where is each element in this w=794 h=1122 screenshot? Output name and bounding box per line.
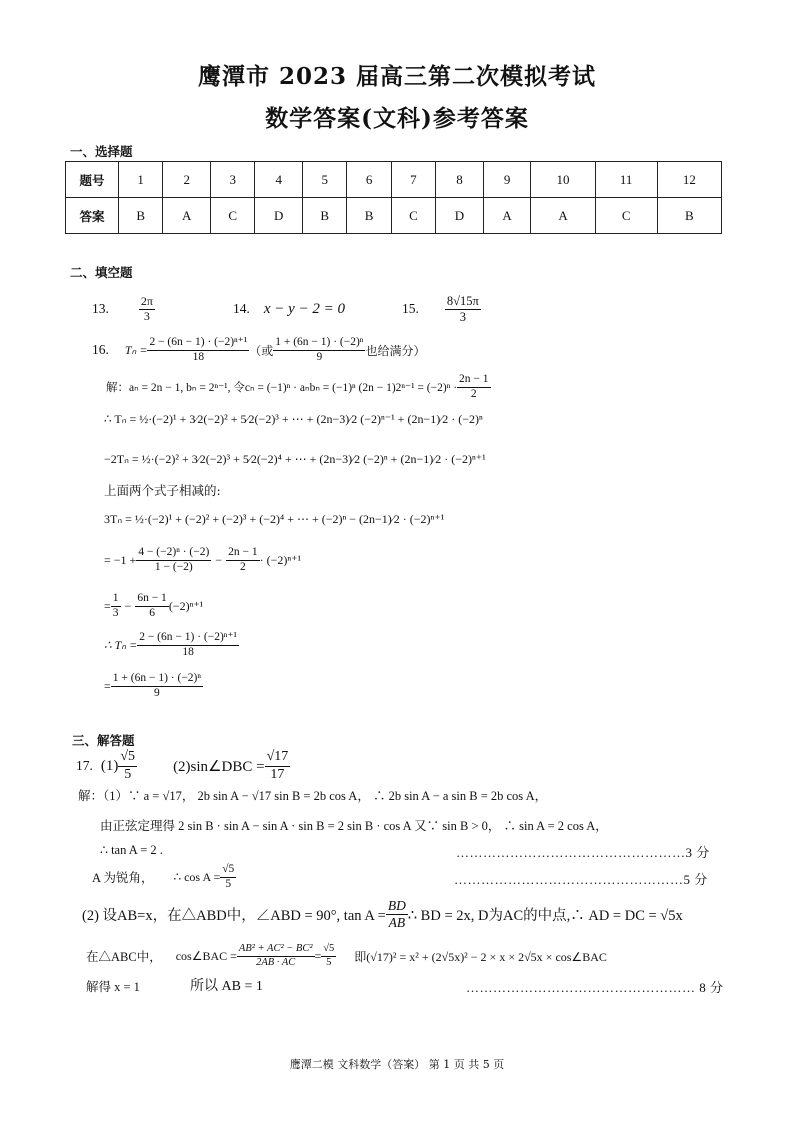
solution-text: A 为锐角，: [92, 871, 154, 885]
diff-line-2: [104, 540, 301, 580]
fraction: [445, 294, 481, 324]
page-subtitle: 数学答案(文科)参考答案: [265, 105, 529, 132]
answer-table: [65, 161, 722, 234]
question-label: 14.: [233, 301, 250, 316]
solution-line: [106, 370, 491, 404]
fraction-denominator: 2AB · AC: [256, 956, 296, 968]
fraction: [118, 749, 137, 782]
section-heading-choice: 一、选择题: [70, 144, 133, 159]
question-number: 12: [657, 162, 721, 198]
answer-cell: C: [391, 198, 435, 234]
formula-part: −: [124, 598, 132, 613]
equation: x − y − 2 = 0: [263, 300, 346, 317]
fraction: [137, 631, 239, 658]
alt-open: （或: [249, 343, 274, 358]
question-number: 1: [119, 162, 163, 198]
question-number: 2: [163, 162, 211, 198]
fraction-denominator: 2: [239, 560, 246, 573]
fraction-numerator: AB² + AC² − BC²: [237, 943, 315, 956]
fraction-numerator: 1: [111, 592, 121, 606]
fraction-denominator: 9: [316, 350, 323, 363]
solution-text: cos∠BAC =: [175, 948, 237, 963]
question-number: 7: [391, 162, 435, 198]
row-header-answer: 答案: [66, 198, 119, 234]
solution-line-6: [86, 938, 607, 974]
score-marker: ……………………………………………3 分: [456, 845, 710, 860]
row-header-number: 题号: [66, 162, 119, 198]
answer-cell: B: [303, 198, 347, 234]
answer-cell: A: [163, 198, 211, 234]
fraction: [135, 592, 169, 619]
question-number: 6: [347, 162, 391, 198]
fraction: [321, 943, 336, 968]
fraction-numerator: √5: [118, 749, 137, 766]
fraction-denominator: 18: [192, 350, 205, 363]
fraction-denominator: 1 − (−2): [154, 560, 193, 573]
fraction: [273, 336, 365, 363]
question-label: 16.: [92, 342, 109, 357]
formula-part: = −1 +: [104, 552, 137, 567]
fraction-numerator: √5: [220, 863, 236, 877]
fraction: [136, 546, 211, 573]
fraction-numerator: 2 − (6n − 1) · (−2)ⁿ⁺¹: [137, 631, 239, 645]
fraction-numerator: BD: [387, 897, 406, 913]
fraction-denominator: 18: [182, 645, 194, 658]
score-marker: ……………………………………………5 分: [454, 872, 708, 887]
solution-line-2: 由正弦定理得 2 sin B · sin A − sin A · sin B = 2 sin B · cos A 又∵ sin B > 0， ∴ sin A = 2 cos A，: [100, 819, 608, 833]
fraction-numerator: 1 + (6n − 1) · (−2)ⁿ: [111, 672, 203, 686]
question-number: 8: [436, 162, 484, 198]
question-number: 11: [595, 162, 657, 198]
answer-cell: D: [255, 198, 303, 234]
page-footer: 鹰潭二模 文科数学（答案） 第 1 页 共 5 页: [289, 1058, 505, 1071]
answer-cell: C: [211, 198, 255, 234]
part-2-text: (2)sin∠DBC =: [173, 758, 265, 775]
fraction-numerator: 2 − (6n − 1) · (−2)ⁿ⁺¹: [147, 336, 249, 350]
answer-cell: A: [531, 198, 595, 234]
fraction-denominator: 6: [149, 606, 155, 619]
solution-text: 在△ABC中，: [86, 950, 162, 964]
answer-cell: B: [657, 198, 721, 234]
answer-15: [402, 290, 481, 328]
solution-line-3: ∴ tan A = 2 .: [100, 843, 163, 857]
sum-line-1: ∴ Tₙ = ½·(−2)¹ + 3⁄2(−2)² + 5⁄2(−2)³ + ⋯ + (2n−3)⁄2 (−2)ⁿ⁻¹ + (2n−1)⁄2 · (−2)ⁿ: [104, 412, 483, 426]
diff-line-1: 3Tₙ = ½·(−2)¹ + (−2)² + (−2)³ + (−2)⁴ + ⋯ + (−2)ⁿ − (2n−1)⁄2 · (−2)ⁿ⁺¹: [104, 512, 445, 526]
fraction: [226, 546, 260, 573]
solution-text: ∴ BD = 2x, D为AC的中点,∴ AD = DC = √5x: [407, 907, 683, 924]
fraction-numerator: 2π: [140, 293, 153, 308]
solution-text: ∴ cos A =: [173, 869, 221, 884]
fraction-denominator: 3: [143, 308, 150, 323]
solution-conclusion: 所以 AB = 1: [190, 979, 263, 994]
answer-14: [233, 292, 345, 326]
subtract-note: 上面两个式子相减的:: [104, 483, 221, 498]
fraction-denominator: 3: [112, 606, 119, 619]
fraction-numerator: √5: [321, 943, 336, 956]
alt-close: 也给满分）: [365, 343, 426, 358]
question-number: 10: [531, 162, 595, 198]
fraction: [111, 672, 203, 699]
question-number: 4: [255, 162, 303, 198]
formula-part: (−2)ⁿ⁺¹: [168, 598, 204, 613]
fraction-denominator: 9: [154, 686, 160, 699]
fraction-numerator: 6n − 1: [135, 592, 169, 606]
answer-cell: A: [483, 198, 531, 234]
score-marker: …………………………………………… 8 分: [466, 980, 724, 995]
question-label: 17.: [76, 758, 93, 773]
formula-lhs: Tₙ =: [124, 342, 148, 357]
solution-line-7: 解得 x = 1: [86, 980, 140, 994]
sum-line-2: −2Tₙ = ½·(−2)² + 3⁄2(−2)³ + 5⁄2(−2)⁴ + ⋯ + (2n−3)⁄2 (−2)ⁿ + (2n−1)⁄2 · (−2)ⁿ⁺¹: [104, 452, 486, 466]
solution-text: 即(√17)² = x² + (2√5x)² − 2 × x × 2√5x × cos∠BAC: [354, 949, 607, 964]
fraction-denominator: 17: [270, 766, 285, 782]
formula-part: ∴ Tₙ =: [104, 637, 138, 652]
question-number: 3: [211, 162, 255, 198]
answer-13: [92, 292, 155, 326]
fraction-denominator: 5: [326, 956, 332, 968]
fraction-denominator: 2: [470, 387, 477, 400]
solution-text: (2) 设AB=x，在△ABD中，∠ABD = 90°, tan A =: [82, 907, 386, 924]
formula-part: −: [215, 552, 223, 567]
answer-cell: C: [595, 198, 657, 234]
fraction: [139, 295, 155, 324]
fraction-denominator: AB: [388, 914, 406, 930]
formula-part: =: [104, 678, 111, 693]
question-number: 5: [303, 162, 347, 198]
solution-line-4: [92, 858, 236, 896]
fraction-denominator: 3: [459, 309, 466, 324]
fraction-numerator: 8√15π: [446, 294, 479, 309]
solution-text: =: [314, 948, 322, 963]
answer-17-summary: [76, 744, 290, 788]
solution-line-5: [82, 892, 683, 936]
fraction-numerator: 1 + (6n − 1) · (−2)ⁿ: [273, 336, 365, 350]
fraction: [237, 943, 315, 968]
result-line-2: [104, 667, 203, 705]
result-line-1: [104, 626, 239, 664]
fraction: [147, 336, 249, 363]
fraction-numerator: √17: [265, 749, 291, 766]
fraction-denominator: 5: [124, 766, 132, 782]
fraction: [265, 749, 291, 782]
formula-part: =: [104, 598, 111, 613]
fraction: [457, 373, 491, 400]
section-heading-solve: 三、解答题: [72, 733, 135, 748]
answer-16: [92, 330, 425, 370]
answer-cell: D: [436, 198, 484, 234]
formula-part: · (−2)ⁿ⁺¹: [259, 552, 302, 567]
solution-line-1: 解：（1）∵ a = √17， 2b sin A − √17 sin B = 2b cos A， ∴ 2b sin A − a sin B = 2b cos A，: [78, 789, 548, 803]
fraction-denominator: 5: [225, 877, 232, 890]
section-heading-fill: 二、填空题: [70, 265, 133, 280]
table-row: [66, 162, 722, 198]
question-number: 9: [483, 162, 531, 198]
solution-text: 解：aₙ = 2n − 1, bₙ = 2ⁿ⁻¹, 令cₙ = (−1)ⁿ · aₙbₙ = (−1)ⁿ (2n − 1)2ⁿ⁻¹ = (−2)ⁿ ·: [106, 382, 458, 394]
diff-line-3: [104, 588, 203, 624]
page-title: 鹰潭市 2023 届高三第二次模拟考试: [197, 63, 597, 90]
question-label: 13.: [92, 301, 109, 316]
table-row: [66, 198, 722, 234]
answer-cell: B: [347, 198, 391, 234]
fraction: [386, 898, 408, 930]
fraction-numerator: 2n − 1: [226, 546, 260, 560]
fraction-numerator: 4 − (−2)ⁿ · (−2): [136, 546, 211, 560]
part-label: (1): [100, 757, 119, 774]
question-label: 15.: [402, 301, 419, 316]
fraction: [111, 592, 121, 619]
fraction: [220, 863, 236, 890]
fraction-numerator: 2n − 1: [457, 373, 491, 387]
answer-cell: B: [119, 198, 163, 234]
